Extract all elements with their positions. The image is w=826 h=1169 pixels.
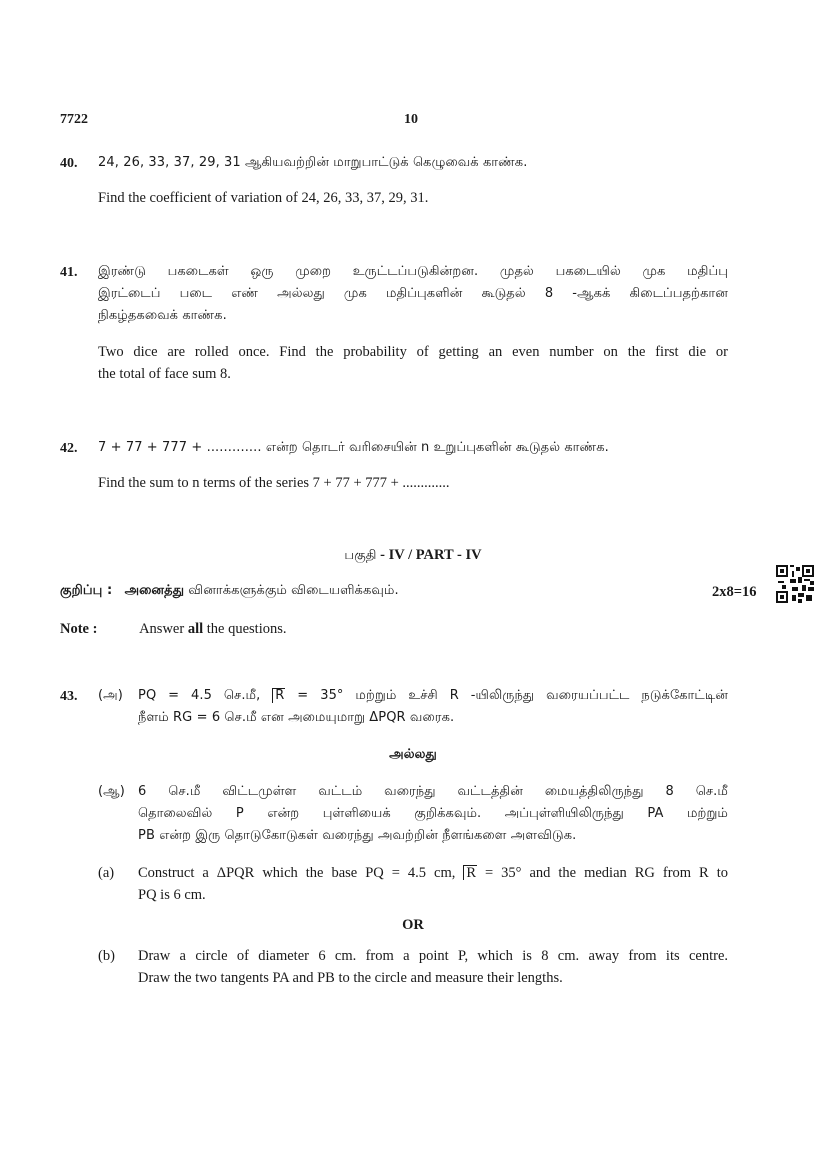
q41-english-line-1: Two dice are rolled once. Find the probability of getting an even number on the first die or (98, 344, 728, 360)
q43-tamil-a-line-1-post: = 35° மற்றும் உச்சி R -யிலிருந்து வரையப்பட்ட நடுக்கோட்டின் (285, 688, 728, 703)
note-tamil (60, 580, 399, 602)
note-english (60, 618, 287, 640)
note-tamil-bold: அனைத்து (124, 583, 185, 598)
q43-tamil-a-line-1 (138, 685, 728, 707)
note-english-pre: Answer (139, 621, 188, 637)
q40-tamil-text: 24, 26, 33, 37, 29, 31 ஆகியவற்றின் மாறுபாட்டுக் கெழுவைக் காண்க. (98, 155, 528, 170)
note-english-post: the questions. (203, 621, 287, 637)
question-number-40: 40. (60, 156, 78, 171)
marks-label: 2x8=16 (712, 584, 757, 600)
q41-tamil-line-3: நிகழ்தகவைக் காண்க. (98, 308, 227, 323)
q43-english-b-line-2: Draw the two tangents PA and PB to the circle and measure their lengths. (138, 970, 563, 986)
q41-tamil-line-1: இரண்டு பகடைகள் ஒரு முறை உருட்டப்படுகின்றன. முதல் பகடையில் முக மதிப்பு (98, 264, 728, 279)
paper-code: 7722 (60, 112, 88, 127)
part-title-english: - IV / PART - IV (376, 547, 482, 563)
q42-english-text: Find the sum to n terms of the series 7 + 77 + 777 + ............. (98, 475, 450, 491)
q43-english-b-label: (b) (98, 948, 115, 964)
note-tamil-label: குறிப்பு : (60, 583, 113, 598)
q43-english-b-line-1: Draw a circle of diameter 6 cm. from a point P, which is 8 cm. away from its centre. (138, 948, 728, 964)
q43-english-a-line-1-pre: Construct a ΔPQR which the base PQ = 4.5 cm, (138, 865, 464, 881)
q40-english-text: Find the coefficient of variation of 24, 26, 33, 37, 29, 31. (98, 190, 429, 206)
qr-code-image (776, 565, 814, 603)
q43-option-a-label: (அ) (98, 688, 123, 703)
page-number: 10 (404, 112, 418, 127)
q43-tamil-b-line-3: PB என்ற இரு தொடுகோடுகள் வரைந்து அவற்றின் நீளங்களை அளவிடுக. (138, 828, 577, 843)
q43-tamil-b-line-1: 6 செ.மீ விட்டமுள்ள வட்டம் வரைந்து வட்டத்தின் மையத்திலிருந்து 8 செ.மீ (138, 784, 728, 799)
part-title-tamil: பகுதி (344, 548, 377, 563)
note-english-bold: all (187, 621, 204, 637)
q43-tamil-b-line-2: தொலைவில் P என்ற புள்ளியைக் குறிக்கவும். அப்புள்ளியிலிருந்து PA மற்றும் (138, 806, 728, 821)
note-tamil-rest: வினாக்களுக்கும் விடையளிக்கவும். (184, 583, 399, 598)
q43-english-a-line-1-post: = 35° and the median RG from R to (477, 865, 728, 881)
q43-english-a-line-1 (138, 862, 728, 884)
question-number-42: 42. (60, 441, 78, 456)
q43-english-a-line-2: PQ is 6 cm. (138, 887, 206, 903)
angle-r-english: R (463, 865, 477, 880)
qr-code (776, 565, 814, 603)
q43-tamil-a-line-1-pre: PQ = 4.5 செ.மீ, (138, 688, 273, 703)
q41-english-line-2: the total of face sum 8. (98, 366, 231, 382)
q43-tamil-a-line-2: நீளம் RG = 6 செ.மீ என அமையுமாறு ΔPQR வரைக. (138, 710, 455, 725)
question-number-43: 43. (60, 689, 78, 704)
angle-r-tamil: R (272, 688, 285, 703)
or-english: OR (402, 917, 424, 933)
question-number-41: 41. (60, 265, 78, 280)
q43-option-b-label: (ஆ) (98, 784, 125, 799)
part-title (0, 544, 826, 567)
or-tamil: அல்லது (389, 747, 437, 762)
q41-tamil-line-2: இரட்டைப் படை எண் அல்லது முக மதிப்புகளின் கூடுதல் 8 -ஆகக் கிடைப்பதற்கான (98, 286, 728, 301)
q43-english-a-label: (a) (98, 865, 115, 881)
q42-tamil-text: 7 + 77 + 777 + ............. என்ற தொடர் வரிசையின் n உறுப்புகளின் கூடுதல் காண்க. (98, 440, 609, 455)
note-english-label: Note : (60, 621, 98, 637)
